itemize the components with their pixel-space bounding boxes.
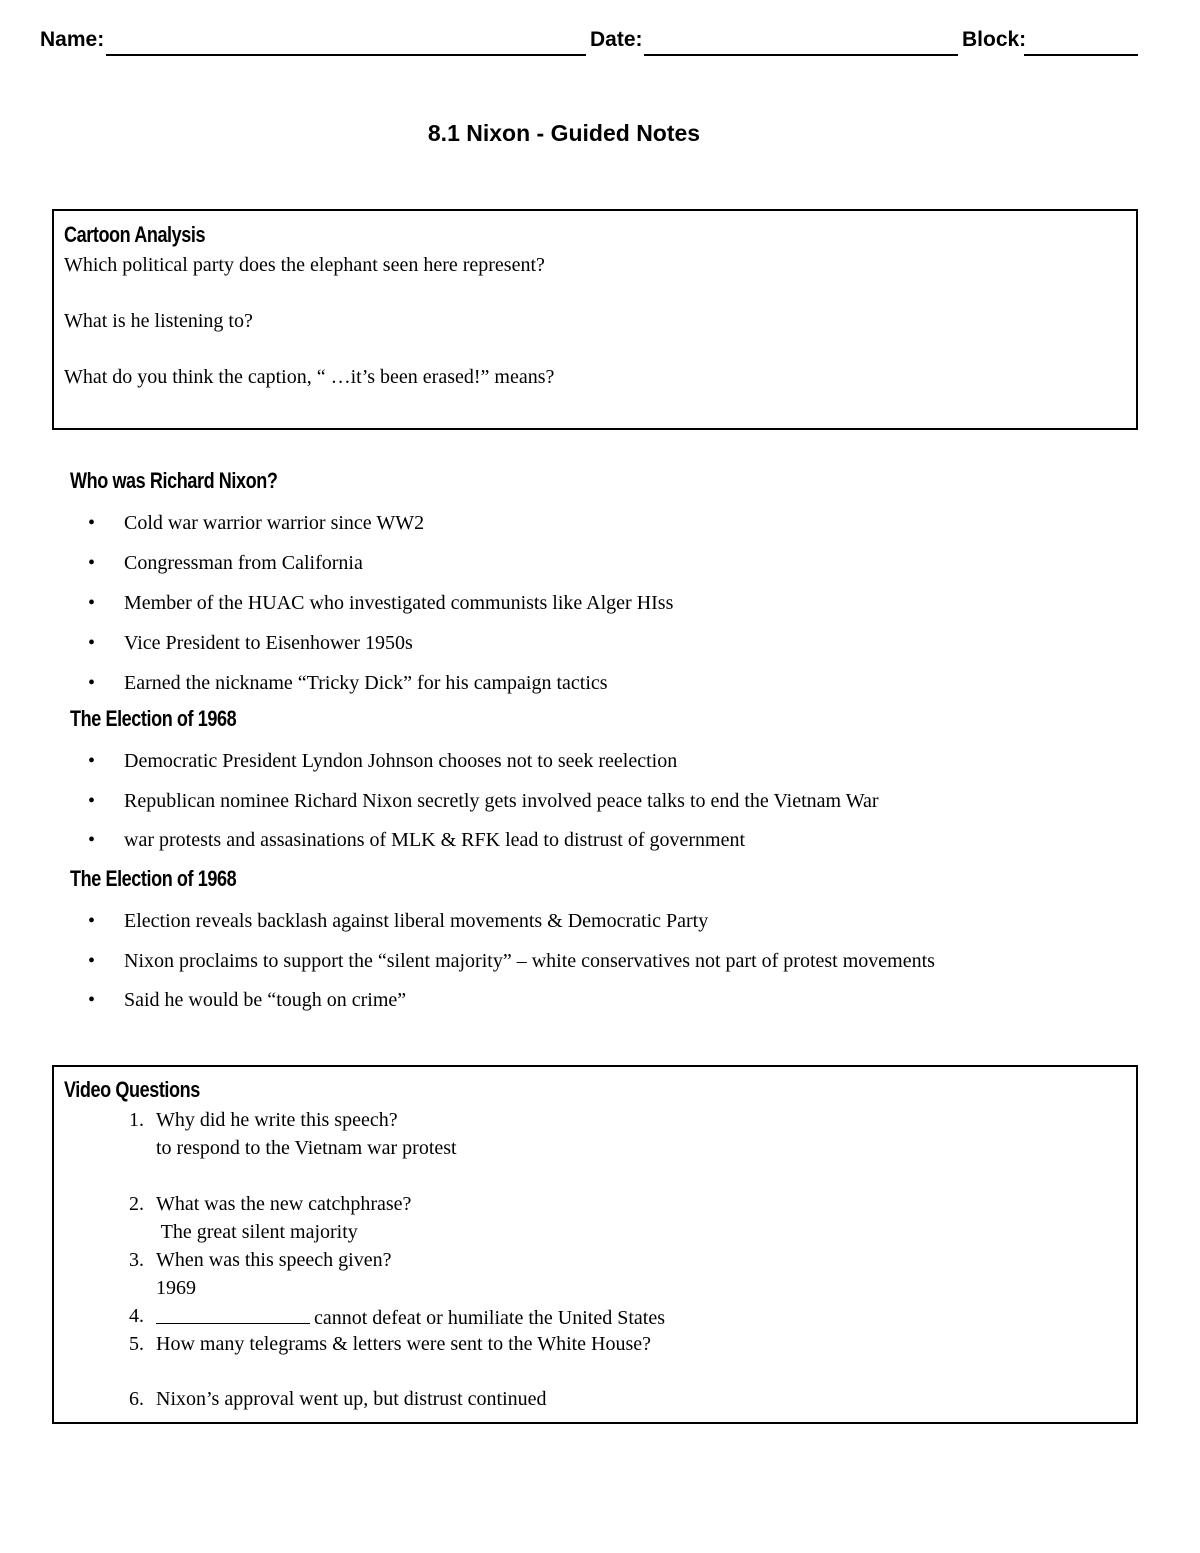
bullet-icon: • (88, 910, 96, 932)
date-label: Date: (590, 28, 643, 51)
bullet-icon: • (88, 632, 96, 654)
page-title: 8.1 Nixon - Guided Notes (427, 120, 701, 146)
section-heading-nixon: Who was Richard Nixon? (70, 468, 278, 493)
video-questions-heading: Video Questions (64, 1077, 200, 1102)
bullet-icon: • (88, 750, 96, 772)
cartoon-analysis-heading: Cartoon Analysis (64, 222, 206, 247)
bullet-icon: • (88, 790, 96, 812)
bullet-icon: • (88, 950, 96, 972)
name-field[interactable] (106, 54, 586, 56)
cartoon-question: Which political party does the elephant seen here represent? (64, 254, 545, 276)
video-questions-box: Video Questions 1. Why did he write this speech? to respond to the Vietnam war protest 2. What was the new catchphrase? The great silent majority 3. When was this speech given? 1969 4. cannot defeat or humiliate the United States 5. How many telegrams & letters were sent to the White House? 6. Nixon’s approval went up, but distrust continued (52, 1065, 1138, 1424)
name-label: Name: (40, 28, 105, 51)
bullet-icon: • (88, 592, 96, 614)
section-heading-election-1968: The Election of 1968 (70, 706, 237, 731)
section-heading-election-1968-results: The Election of 1968 (70, 866, 237, 891)
fill-in-blank[interactable] (156, 1305, 310, 1324)
bullet-icon: • (88, 672, 96, 694)
block-field[interactable] (1024, 54, 1138, 56)
cartoon-question: What do you think the caption, “ …it’s been erased!” means? (64, 366, 555, 388)
date-field[interactable] (644, 54, 958, 56)
bullet-icon: • (88, 512, 96, 534)
bullet-icon: • (88, 829, 96, 851)
cartoon-analysis-box (52, 209, 1138, 430)
bullet-icon: • (88, 989, 96, 1011)
bullet-icon: • (88, 552, 96, 574)
cartoon-question: What is he listening to? (64, 310, 253, 332)
header (40, 28, 1140, 58)
block-label: Block: (962, 28, 1027, 51)
